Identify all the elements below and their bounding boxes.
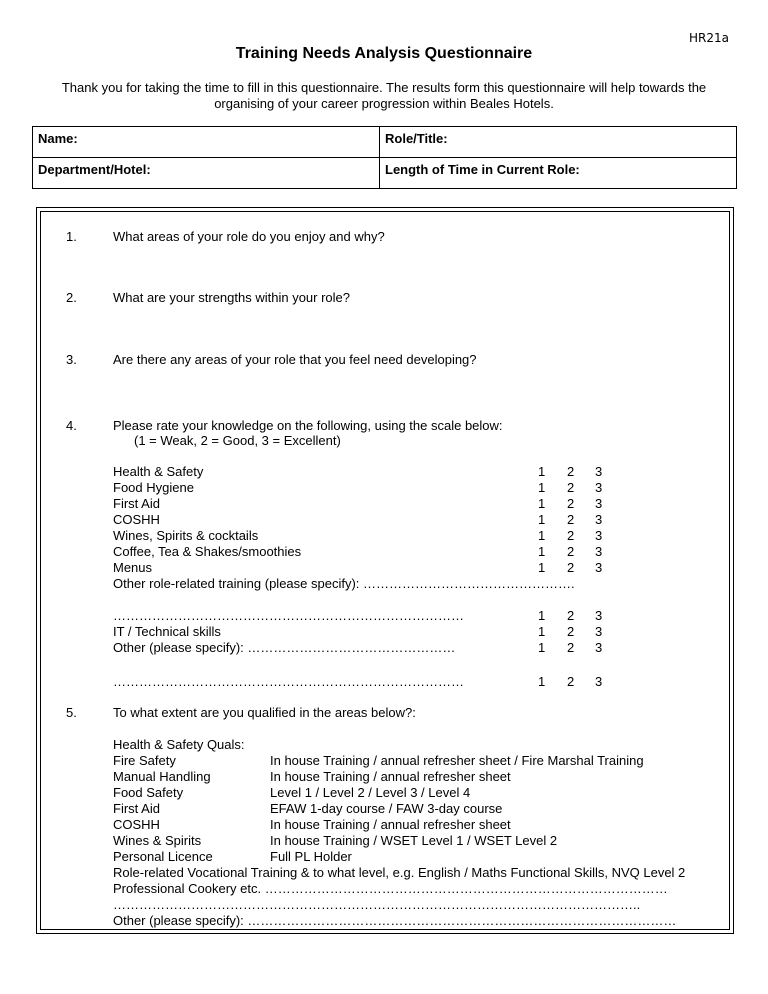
qual-options[interactable]: In house Training / annual refresher sheet <box>270 769 511 784</box>
rating-2[interactable]: 2 <box>567 640 575 655</box>
qual-label: COSHH <box>113 817 160 832</box>
qual-label: First Aid <box>113 801 160 816</box>
qual-label: Wines & Spirits <box>113 833 202 848</box>
qual-options[interactable]: Level 1 / Level 2 / Level 3 / Level 4 <box>270 785 471 800</box>
qual-options[interactable]: In house Training / WSET Level 1 / WSET Level 2 <box>270 833 558 848</box>
rating-1[interactable]: 1 <box>538 624 546 639</box>
rating-1[interactable]: 1 <box>538 528 546 543</box>
rating-3[interactable]: 3 <box>595 464 603 479</box>
rating-2[interactable]: 2 <box>567 608 575 623</box>
rating-1[interactable]: 1 <box>538 512 546 527</box>
q5-text: To what extent are you qualified in the areas below?: <box>113 705 416 720</box>
q3-number: 3. <box>66 352 77 367</box>
rating-item: Menus <box>113 560 153 575</box>
qual-label: Fire Safety <box>113 753 176 768</box>
dotted-entry-line[interactable]: ……………………………………………………………………… <box>113 674 464 689</box>
rating-3[interactable]: 3 <box>595 528 603 543</box>
rating-3[interactable]: 3 <box>595 480 603 495</box>
q1-number: 1. <box>66 229 77 244</box>
q1-text: What areas of your role do you enjoy and why? <box>113 229 385 244</box>
page-title: Training Needs Analysis Questionnaire <box>235 45 533 62</box>
rating-3[interactable]: 3 <box>595 512 603 527</box>
rating-3[interactable]: 3 <box>595 640 603 655</box>
rating-1[interactable]: 1 <box>538 608 546 623</box>
q3-text: Are there any areas of your role that you feel need developing? <box>113 352 477 367</box>
rating-2[interactable]: 2 <box>567 464 575 479</box>
other-training-line[interactable]: Other role-related training (please specify): …………………………………………. <box>113 576 575 591</box>
rating-1[interactable]: 1 <box>538 640 546 655</box>
role-field[interactable]: Role/Title: <box>380 127 737 158</box>
qual-options[interactable]: In house Training / annual refresher sheet <box>270 817 511 832</box>
name-field[interactable]: Name: <box>33 127 380 158</box>
qual-options[interactable]: In house Training / annual refresher sheet / Fire Marshal Training <box>270 753 644 768</box>
rating-item: Coffee, Tea & Shakes/smoothies <box>113 544 302 559</box>
dotted-entry-line[interactable]: ………………………………………………………………………………………………………….. <box>113 897 641 912</box>
document-code: HR21a <box>689 31 729 45</box>
rating-1[interactable]: 1 <box>538 464 546 479</box>
qual-options[interactable]: Full PL Holder <box>270 849 352 864</box>
qual-label: Manual Handling <box>113 769 211 784</box>
department-field[interactable]: Department/Hotel: <box>33 158 380 189</box>
rating-item: Wines, Spirits & cocktails <box>113 528 259 543</box>
qual-label: Food Safety <box>113 785 184 800</box>
q4-text: Please rate your knowledge on the following, using the scale below: <box>113 418 503 433</box>
rating-3[interactable]: 3 <box>595 674 603 689</box>
other-specify-line[interactable]: Other (please specify): ………………………………………… <box>113 640 456 655</box>
rating-2[interactable]: 2 <box>567 674 575 689</box>
rating-1[interactable]: 1 <box>538 544 546 559</box>
rating-2[interactable]: 2 <box>567 480 575 495</box>
quals-header: Health & Safety Quals: <box>113 737 245 752</box>
q2-text: What are your strengths within your role? <box>113 290 350 305</box>
q2-number: 2. <box>66 290 77 305</box>
rating-2[interactable]: 2 <box>567 624 575 639</box>
rating-3[interactable]: 3 <box>595 560 603 575</box>
rating-item-it: IT / Technical skills <box>113 624 221 639</box>
vocational-training-text: Role-related Vocational Training & to what level, e.g. English / Maths Functional Skills, NVQ Level 2 <box>113 865 686 880</box>
rating-item: First Aid <box>113 496 160 511</box>
qual-label: Personal Licence <box>113 849 213 864</box>
rating-2[interactable]: 2 <box>567 528 575 543</box>
rating-1[interactable]: 1 <box>538 496 546 511</box>
rating-1[interactable]: 1 <box>538 674 546 689</box>
rating-2[interactable]: 2 <box>567 544 575 559</box>
rating-item: Food Hygiene <box>113 480 194 495</box>
other-specify-line[interactable]: Other (please specify): ……………………………………………………………………………………… <box>113 913 677 928</box>
details-table <box>32 126 737 189</box>
q5-number: 5. <box>66 705 77 720</box>
q4-scale: (1 = Weak, 2 = Good, 3 = Excellent) <box>134 433 341 448</box>
professional-cookery-line[interactable]: Professional Cookery etc. ………………………………………………………………………………… <box>113 881 668 896</box>
length-field[interactable]: Length of Time in Current Role: <box>380 158 737 189</box>
rating-3[interactable]: 3 <box>595 496 603 511</box>
intro-text: Thank you for taking the time to fill in this questionnaire. The results form this questionnaire will help towards the organising of your career progression within Beales Hotels. <box>61 80 707 111</box>
rating-1[interactable]: 1 <box>538 560 546 575</box>
rating-2[interactable]: 2 <box>567 560 575 575</box>
rating-3[interactable]: 3 <box>595 624 603 639</box>
rating-3[interactable]: 3 <box>595 608 603 623</box>
rating-1[interactable]: 1 <box>538 480 546 495</box>
q4-number: 4. <box>66 418 77 433</box>
rating-2[interactable]: 2 <box>567 496 575 511</box>
dotted-entry-line[interactable]: ……………………………………………………………………… <box>113 608 464 623</box>
qual-options[interactable]: EFAW 1-day course / FAW 3-day course <box>270 801 503 816</box>
rating-item: COSHH <box>113 512 160 527</box>
rating-item: Health & Safety <box>113 464 204 479</box>
rating-3[interactable]: 3 <box>595 544 603 559</box>
rating-2[interactable]: 2 <box>567 512 575 527</box>
